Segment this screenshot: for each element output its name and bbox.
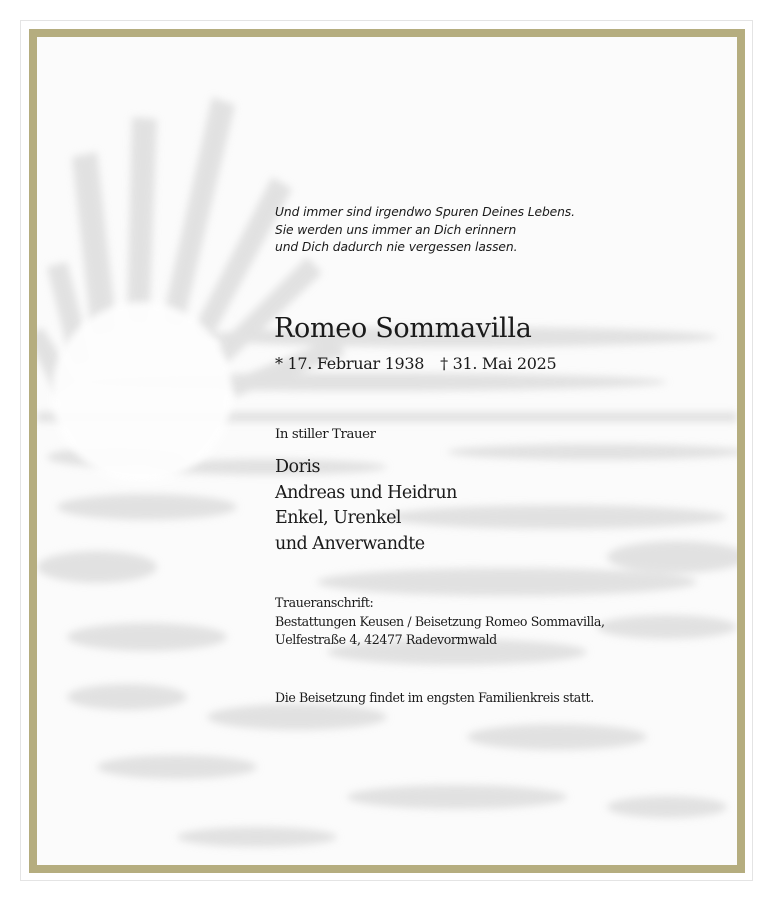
sea-stroke bbox=[177, 827, 337, 847]
deceased-name: Romeo Sommavilla bbox=[274, 313, 532, 344]
mourner-name: Andreas und Heidrun bbox=[275, 482, 457, 503]
motto-verse bbox=[275, 204, 575, 257]
mourner-name: Enkel, Urenkel bbox=[275, 508, 402, 528]
sea-stroke bbox=[597, 615, 737, 639]
sea-stroke bbox=[67, 684, 187, 710]
sea-stroke bbox=[67, 623, 227, 651]
sea-stroke bbox=[317, 568, 697, 596]
sea-stroke bbox=[607, 796, 727, 818]
obituary-frame bbox=[29, 29, 745, 873]
sea-stroke bbox=[57, 494, 237, 520]
motto-line: Und immer sind irgendwo Spuren Deines Lebens. bbox=[275, 205, 575, 219]
motto-line: Sie werden uns immer an Dich erinnern bbox=[275, 222, 517, 237]
sun-ray bbox=[127, 117, 157, 325]
mourner-name: Doris bbox=[275, 457, 321, 477]
mourners-list bbox=[275, 455, 457, 557]
sun-disc bbox=[52, 302, 232, 482]
condolence-address bbox=[275, 594, 605, 650]
life-dates bbox=[275, 353, 556, 375]
address-label: Traueranschrift: bbox=[275, 595, 374, 610]
sea-stroke bbox=[37, 551, 157, 583]
address-line: Bestattungen Keusen / Beisetzung Romeo Sommavilla, bbox=[275, 613, 605, 629]
death-date: † 31. Mai 2025 bbox=[440, 354, 557, 373]
sea-stroke bbox=[607, 541, 737, 573]
motto-line: und Dich dadurch nie vergessen lassen. bbox=[275, 240, 518, 254]
sea-stroke bbox=[207, 704, 387, 730]
address-line: Uelfestraße 4, 42477 Radevormwald bbox=[275, 632, 497, 647]
mourning-intro: In stiller Trauer bbox=[275, 427, 376, 442]
sun-over-sea-sketch-icon bbox=[37, 37, 737, 865]
birth-date: * 17. Februar 1938 bbox=[275, 354, 425, 373]
mourner-name: und Anverwandte bbox=[275, 533, 425, 554]
sea-stroke bbox=[97, 755, 257, 779]
burial-notice: Die Beisetzung findet im engsten Familienkreis statt. bbox=[275, 690, 594, 705]
sea-stroke bbox=[347, 785, 567, 809]
sea-stroke bbox=[467, 724, 647, 750]
sea-stroke bbox=[447, 444, 737, 460]
